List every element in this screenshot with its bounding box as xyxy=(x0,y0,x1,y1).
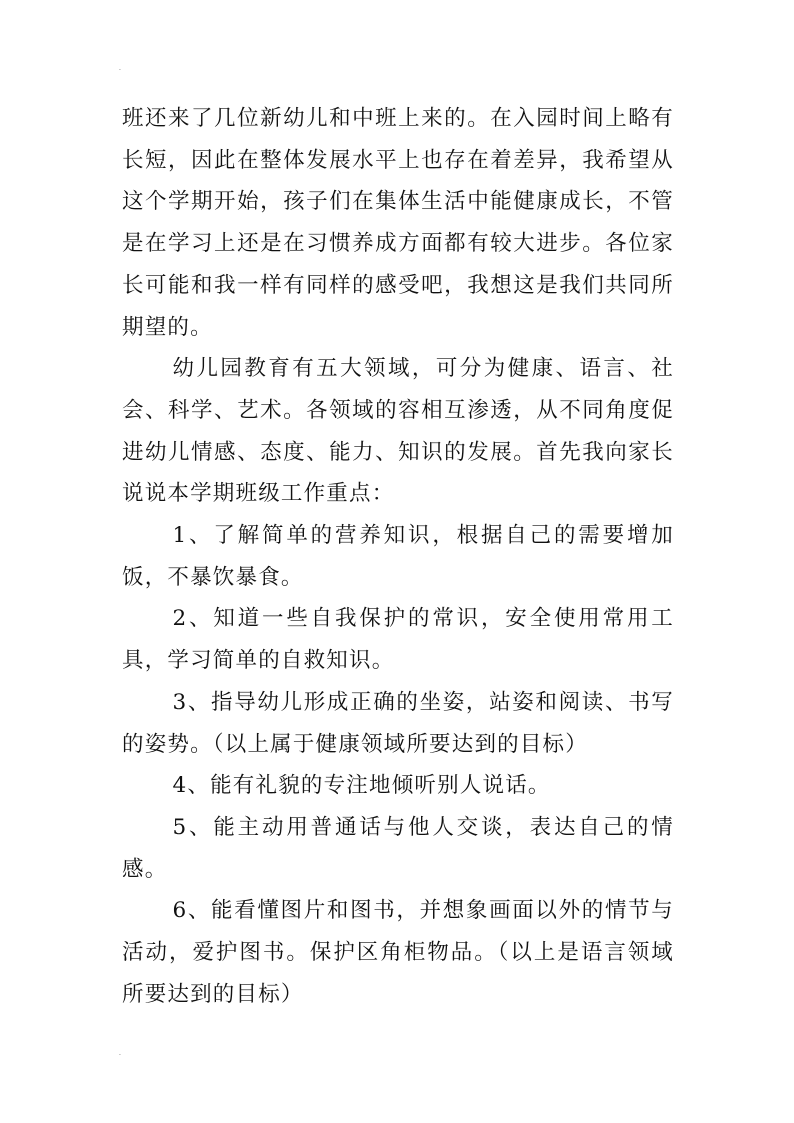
bottom-margin-mark: . xyxy=(119,1050,121,1057)
list-item-picture-books: 6、能看懂图片和图书，并想象画面以外的情节与活动，爱护图书。保护区角柜物品。（以上是语言领域所要达到的目标） xyxy=(122,898,674,1007)
list-item-mandarin: 5、能主动用普通话与他人交谈，表达自己的情感。 xyxy=(122,814,674,882)
paragraph-five-domains: 幼儿园教育有五大领域，可分为健康、语言、社会、科学、艺术。各领域的容相互渗透，从不同角度促进幼儿情感、态度、能力、知识的发展。首先我向家长说说本学期班级工作重点： xyxy=(122,356,674,507)
document-body xyxy=(122,98,674,1015)
list-item-self-protection: 2、知道一些自我保护的常识，安全使用常用工具，学习简单的自救知识。 xyxy=(122,606,674,674)
list-item-posture: 3、指导幼儿形成正确的坐姿，站姿和阅读、书写的姿势。（以上属于健康领域所要达到的目标） xyxy=(122,689,674,757)
list-item-listening: 4、能有礼貌的专注地倾听别人说话。 xyxy=(172,773,551,799)
paragraph-class-intro: 班还来了几位新幼儿和中班上来的。在入园时间上略有长短，因此在整体发展水平上也存在着差异，我希望从这个学期开始，孩子们在集体生活中能健康成长，不管是在学习上还是在习惯养成方面都有较大进步。各位家长可能和我一样有同样的感受吧，我想这是我们共同所期望的。 xyxy=(122,106,674,340)
list-item-nutrition: 1、了解简单的营养知识，根据自己的需要增加饭，不暴饮暴食。 xyxy=(122,523,674,590)
top-margin-mark: . xyxy=(119,65,121,72)
